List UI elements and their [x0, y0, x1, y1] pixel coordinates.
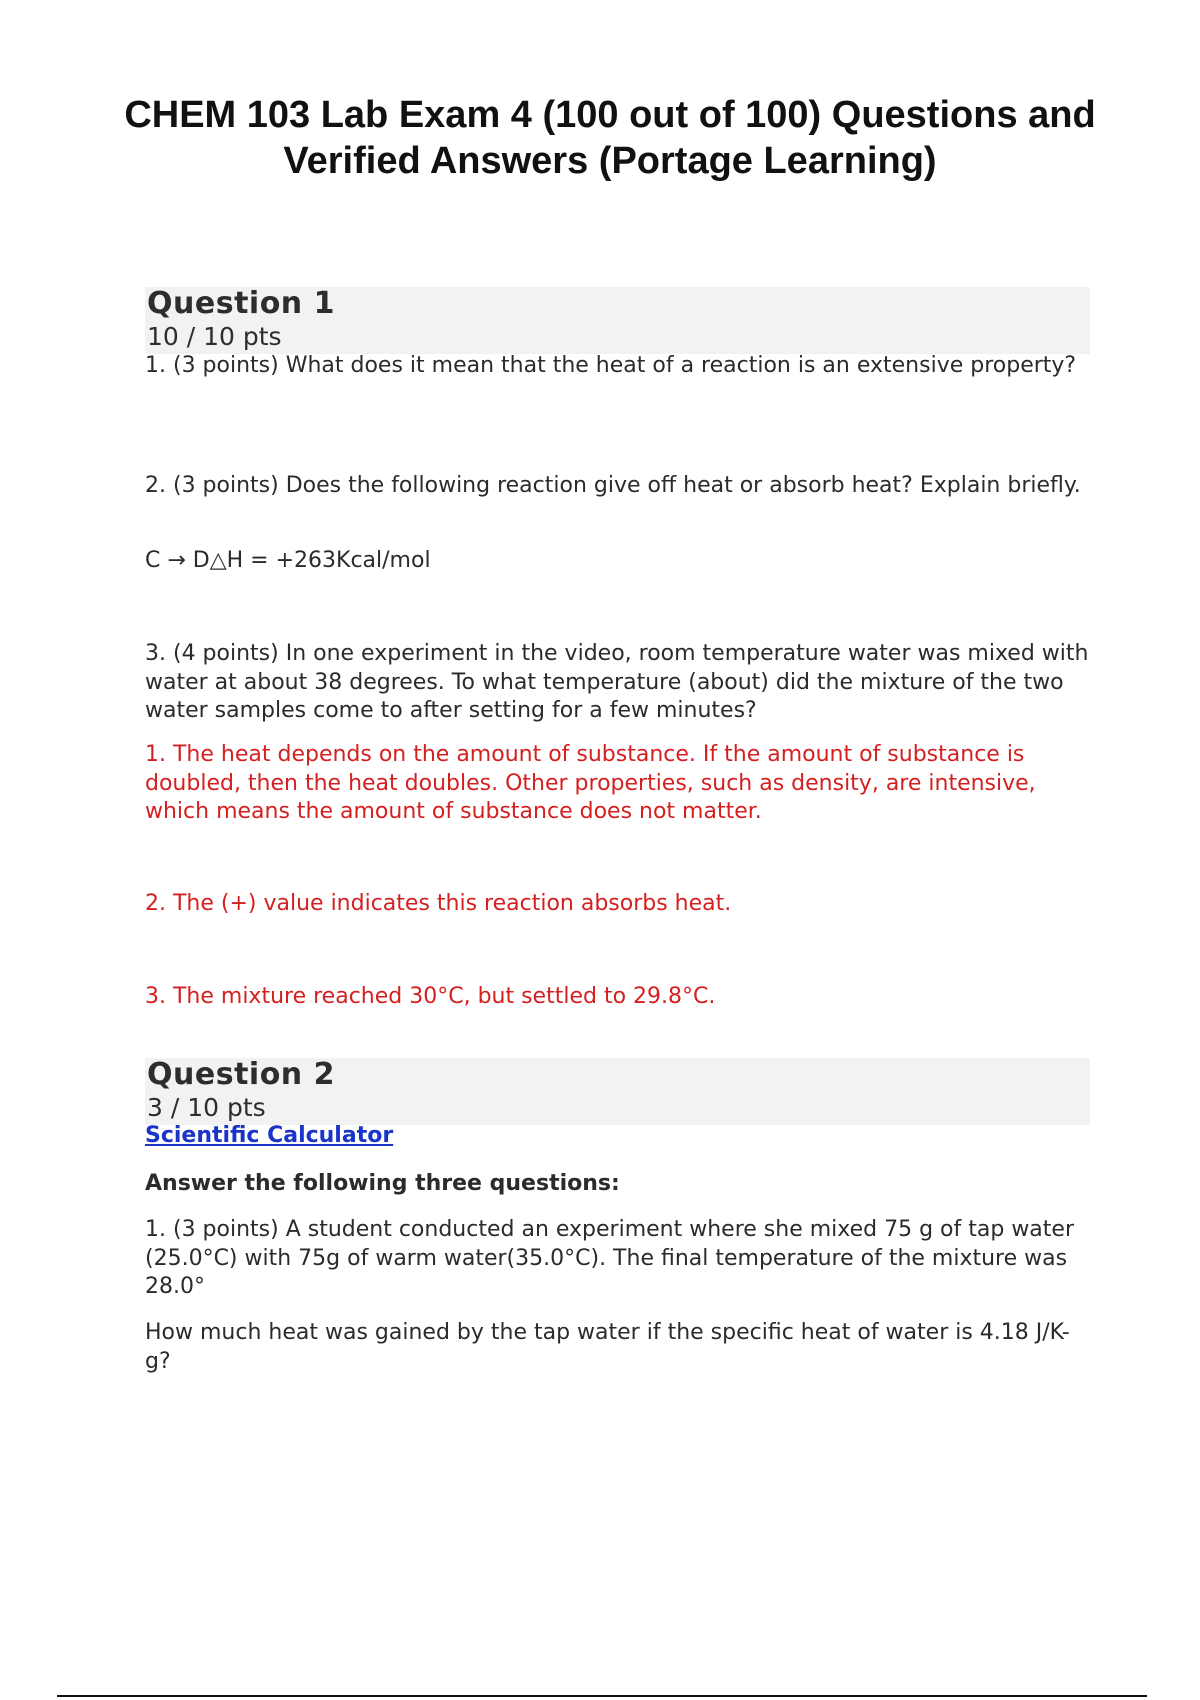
question-1-equation: C → D△H = +263Kcal/mol [145, 548, 431, 573]
page-title: CHEM 103 Lab Exam 4 (100 out of 100) Questions and Verified Answers (Portage Learning) [124, 94, 1096, 182]
question-1-prompt-1: 1. (3 points) What does it mean that the heat of a reaction is an extensive property? [145, 353, 1077, 378]
footer-rule [57, 1695, 1147, 1697]
question-2-prompt-1: 1. (3 points) A student conducted an experiment where she mixed 75 g of tap water (25.0°C) with 75g of warm water(35.0°C). The final temperature of the mixture was 28.0° [145, 1217, 1074, 1299]
question-2-points: 3 / 10 pts [147, 1093, 266, 1122]
question-1-answer-3: 3. The mixture reached 30°C, but settled to 29.8°C. [145, 984, 716, 1009]
question-1-title: Question 1 [147, 286, 335, 321]
question-2-instruction: Answer the following three questions: [145, 1171, 620, 1196]
scientific-calculator-link[interactable]: Scientific Calculator [145, 1123, 394, 1148]
question-1-answer-1: 1. The heat depends on the amount of substance. If the amount of substance is doubled, then the heat doubles. Other properties, such as density, are intensive, which means the amount of substance does not matter. [145, 742, 1036, 824]
question-1-answer-2: 2. The (+) value indicates this reaction absorbs heat. [145, 891, 732, 916]
question-2-title: Question 2 [147, 1057, 335, 1092]
question-1-prompt-3: 3. (4 points) In one experiment in the video, room temperature water was mixed with water at about 38 degrees. To what temperature (about) did the mixture of the two water samples come to after setting for a few minutes? [145, 641, 1089, 723]
question-1-points: 10 / 10 pts [147, 322, 282, 351]
question-2-prompt-1-followup: How much heat was gained by the tap water if the specific heat of water is 4.18 J/K-g? [145, 1320, 1070, 1374]
question-1-prompt-2: 2. (3 points) Does the following reaction give off heat or absorb heat? Explain briefly. [145, 473, 1081, 498]
